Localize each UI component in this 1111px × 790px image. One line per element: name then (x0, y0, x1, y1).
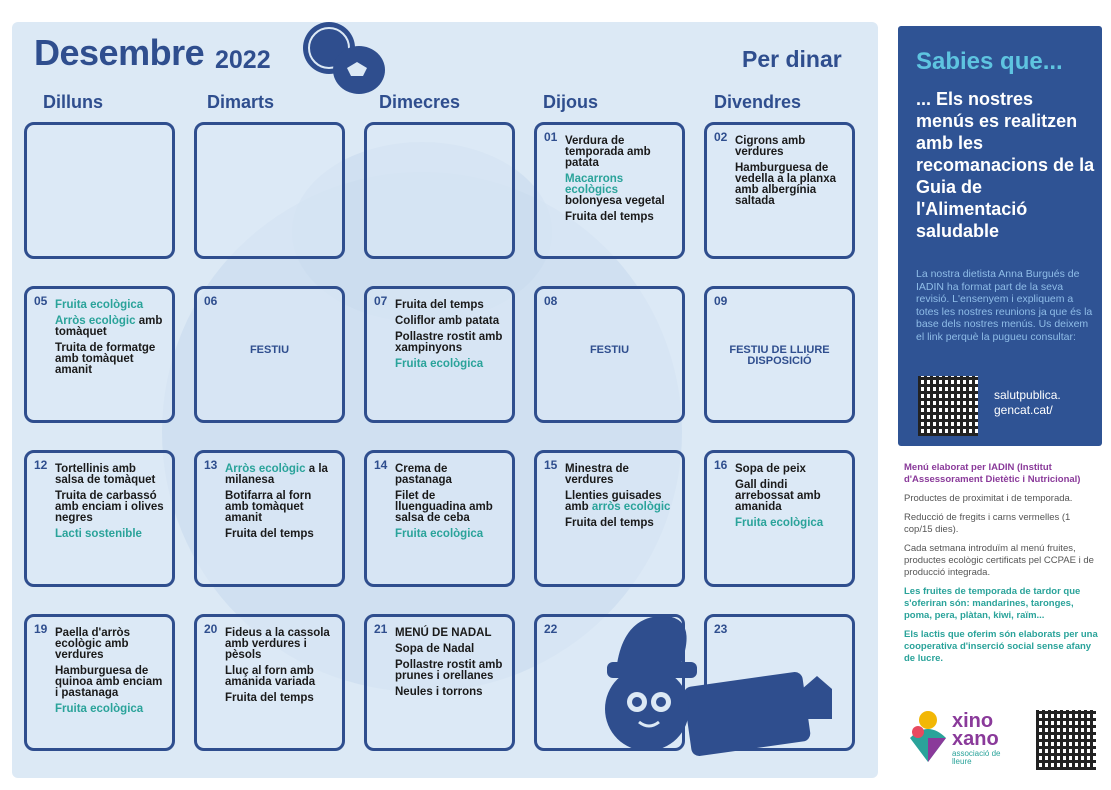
mascot-illustration (577, 594, 847, 774)
day-cell (704, 286, 855, 423)
menu-item (55, 529, 166, 540)
menu-text: Botifarra al forn amb tomàquet amanit (225, 490, 312, 524)
day-header-dijous: Dijous (543, 92, 599, 112)
menu-item (55, 666, 166, 699)
day-number: 01 (544, 130, 558, 144)
menu-text: Fruita del temps (225, 692, 314, 704)
day-cell (24, 450, 175, 587)
day-number: 22 (544, 622, 558, 636)
menu-text: Cigrons amb verdures (735, 135, 806, 158)
day-number: 08 (544, 294, 558, 308)
day-number: 13 (204, 458, 218, 472)
menu-item (395, 359, 506, 370)
menu-text: Tortellinis amb salsa de tomàquet (55, 463, 156, 486)
menu-text: Gall dindi arrebossat amb amanida (735, 479, 821, 513)
menu-text: Fideus a la cassola amb verdures i pèsols (225, 627, 330, 661)
menu-item (225, 666, 336, 688)
menu-text: Sopa de Nadal (395, 643, 475, 655)
sidebar-title: Sabies que... (916, 48, 1063, 75)
menu-text: Fruita del temps (225, 528, 314, 540)
menu-item (395, 644, 506, 655)
day-number: 05 (34, 294, 48, 308)
menu-item (565, 491, 676, 513)
eco-label: Fruita ecològica (55, 299, 144, 311)
menu-item (565, 518, 676, 529)
menu-text: MENÚ DE NADAL (395, 627, 492, 639)
menu-text: Pollastre rostit amb prunes i orellanes (395, 659, 503, 682)
menu-item (735, 518, 846, 529)
menu-item (55, 704, 166, 715)
menu-item (55, 628, 166, 661)
day-cell (194, 450, 345, 587)
menu-text: Pollastre rostit amb xampinyons (395, 331, 503, 354)
day-cell (534, 286, 685, 423)
menu-item (565, 136, 676, 169)
day-cell (194, 122, 345, 259)
sidebar-note: Cada setmana introduïm al menú fruites, productes ecològic certificats pel CCPAE i de producció integrada. (904, 543, 1094, 578)
eco-label: Fruita ecològica (735, 517, 824, 529)
day-number: 20 (204, 622, 218, 636)
blueberries-icon (287, 22, 397, 100)
sidebar-note: Reducció de fregits i carns vermelles (1 cop/15 dies). (904, 512, 1071, 535)
sidebar-body: ... Els nostres menús es realitzen amb les recomanacions de la Guia de l'Alimentació saludable (916, 89, 1095, 241)
day-cell (704, 450, 855, 587)
menu-text: Truita de carbassó amb enciam i olives negres (55, 490, 164, 524)
menu-item (395, 660, 506, 682)
menu-text: Hamburguesa de quinoa amb enciam i pastanaga (55, 665, 163, 699)
menu-text: Fruita del temps (565, 517, 654, 529)
menu-item (395, 687, 506, 698)
menu-item (395, 464, 506, 486)
dietista-text: La nostra dietista Anna Burgués de IADIN ha format part de la seva revisió. L'ensenyem i expliquem a totes les nostres reunions ja que és la base dels nostres menús. Us deixem el link perquè la pugueu consultar: (916, 268, 1093, 343)
holiday-label: FESTIU (249, 344, 290, 356)
day-number: 23 (714, 622, 728, 636)
day-cell (364, 450, 515, 587)
menu-text: Verdura de temporada amb patata (565, 135, 651, 169)
day-cell (364, 122, 515, 259)
day-header-dimecres: Dimecres (379, 92, 461, 112)
day-cell (364, 614, 515, 751)
menu-item (735, 464, 846, 475)
sidebar-notes (904, 462, 1100, 672)
menu-item (395, 628, 506, 639)
menu-item (55, 491, 166, 524)
menu-item (225, 464, 336, 486)
day-header-dilluns: Dilluns (43, 92, 104, 112)
sidebar-note: Les fruites de temporada de tardor que s'oferiran són: mandarines, taronges, poma, pera, plàtan, kiwi, raïm... (904, 586, 1081, 621)
day-cell (704, 122, 855, 259)
eco-label: Arròs ecològic (225, 463, 306, 475)
menu-item (395, 491, 506, 524)
holiday-label: FESTIU DE LLIURE DISPOSICIÓ (729, 344, 830, 367)
menu-text: Fruita del temps (565, 211, 654, 223)
year: 2022 (215, 46, 271, 74)
menu-item (395, 316, 506, 327)
day-cell (534, 450, 685, 587)
day-cell (24, 122, 175, 259)
menu-text: Filet de lluenguadina amb salsa de ceba (395, 490, 493, 524)
menu-text: bolonyesa vegetal (565, 195, 665, 207)
menu-text: Neules i torrons (395, 686, 483, 698)
menu-item (735, 136, 846, 158)
menu-item (395, 300, 506, 311)
day-number: 15 (544, 458, 558, 472)
day-number: 21 (374, 622, 388, 636)
guide-link[interactable]: salutpublica. gencat.cat/ (994, 388, 1061, 417)
eco-label: Lacti sostenible (55, 528, 142, 540)
eco-label: Arròs ecològic (55, 315, 136, 327)
menu-text: Paella d'arròs ecològic amb verdures (55, 627, 130, 661)
menu-item (225, 529, 336, 540)
day-header-divendres: Divendres (714, 92, 802, 112)
eco-label: Fruita ecològica (395, 528, 484, 540)
menu-text: Coliflor amb patata (395, 315, 500, 327)
logo-subtitle: associació de lleure (952, 749, 1001, 766)
menu-text: Lluç al forn amb amanida variada (225, 665, 316, 688)
menu-text: a la milanesa (225, 463, 328, 486)
eco-label: Macarrons ecològics (565, 173, 624, 196)
calendar (12, 22, 878, 778)
xino-xano-logo (904, 708, 1001, 773)
menu-text: Hamburguesa de vedella a la planxa amb albergínia saltada (735, 162, 837, 207)
menu-item (55, 343, 166, 376)
menu-item (55, 300, 166, 311)
day-number: 14 (374, 458, 388, 472)
sidebar-note: Productes de proximitat i de temporada. (904, 493, 1073, 504)
meal-label: Per dinar (742, 46, 842, 72)
menu-item (735, 480, 846, 513)
day-cell (24, 614, 175, 751)
qr-code-icon[interactable] (1036, 710, 1096, 770)
menu-item (565, 212, 676, 223)
day-number: 16 (714, 458, 728, 472)
day-number: 02 (714, 130, 728, 144)
day-number: 12 (34, 458, 48, 472)
xino-xano-logo-icon (904, 708, 952, 768)
menu-item (55, 464, 166, 486)
day-cell (364, 286, 515, 423)
menu-item (395, 529, 506, 540)
eco-label: Fruita ecològica (55, 703, 144, 715)
menu-text: Crema de pastanaga (395, 463, 452, 486)
eco-label: arròs ecològic (591, 501, 671, 513)
menu-text: Minestra de verdures (565, 463, 629, 486)
day-cell (24, 286, 175, 423)
day-cell (194, 614, 345, 751)
menu-text: amb tomàquet (55, 315, 163, 338)
eco-label: Fruita ecològica (395, 358, 484, 370)
day-number: 07 (374, 294, 388, 308)
month-title: Desembre (34, 32, 205, 73)
sidebar-note: Els lactis que oferim són elaborats per una cooperativa d'inserció social sense afany de lucre. (904, 629, 1098, 664)
day-number: 19 (34, 622, 48, 636)
day-number: 06 (204, 294, 218, 308)
menu-item (735, 163, 846, 207)
sidebar-info-panel (898, 26, 1102, 446)
menu-text: Llenties guisades amb (565, 490, 662, 513)
menu-text: Truita de formatge amb tomàquet amanit (55, 342, 156, 376)
menu-item (395, 332, 506, 354)
qr-code-icon[interactable] (918, 376, 978, 436)
menu-item (565, 174, 676, 207)
menu-text: Sopa de peix (735, 463, 806, 475)
day-cell (194, 286, 345, 423)
menu-item (225, 628, 336, 661)
sidebar-note: Menú elaborat per IADIN (Institut d'Assessorament Dietètic i Nutricional) (904, 462, 1081, 485)
logo-name: xino xano (952, 710, 999, 750)
day-cell (534, 122, 685, 259)
menu-item (55, 316, 166, 338)
day-number: 09 (714, 294, 728, 308)
menu-item (225, 491, 336, 524)
menu-item (565, 464, 676, 486)
day-header-dimarts: Dimarts (207, 92, 275, 112)
menu-text: Fruita del temps (395, 299, 484, 311)
holiday-label: FESTIU (589, 344, 630, 356)
menu-item (225, 693, 336, 704)
